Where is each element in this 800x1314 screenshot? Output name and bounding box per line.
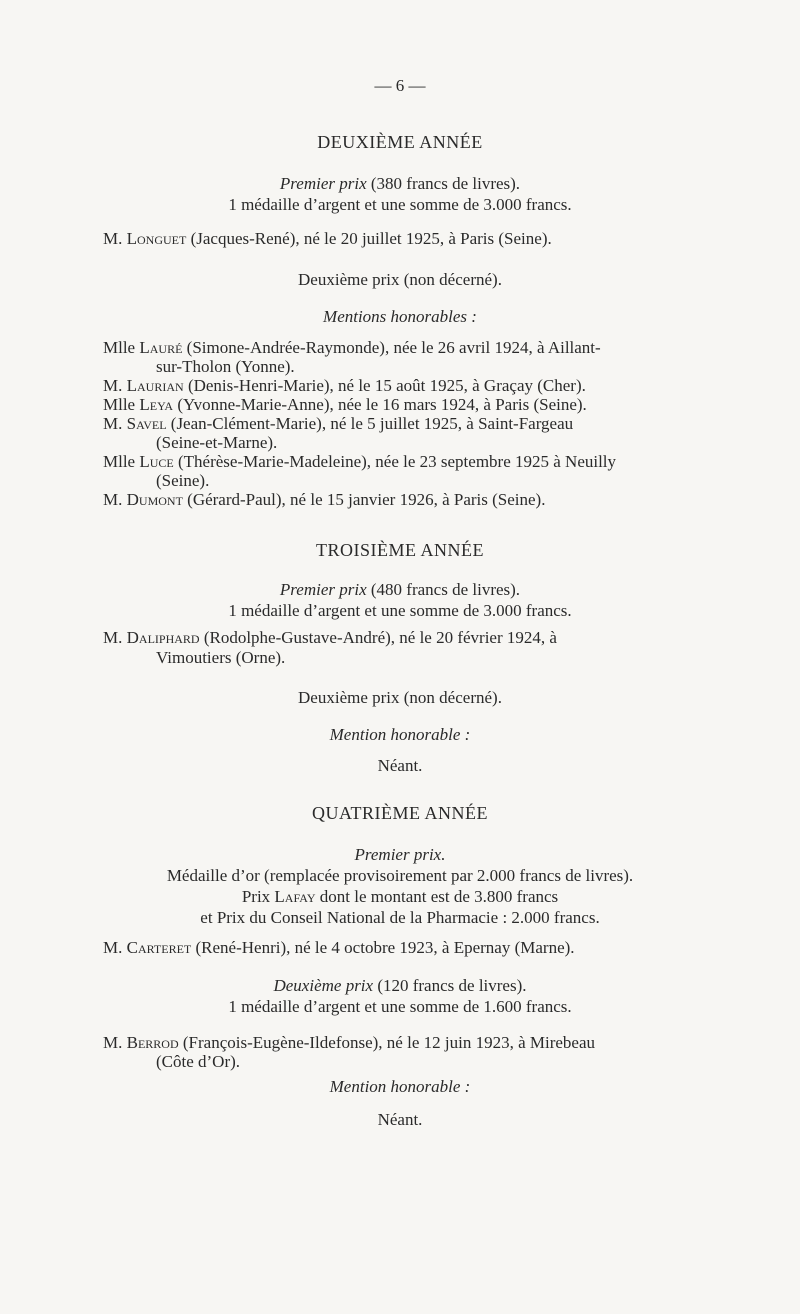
section-heading-troisieme: TROISIÈME ANNÉE: [316, 540, 484, 560]
first-prize-label: Premier prix: [279, 580, 367, 599]
mention-entry: [103, 490, 703, 510]
first-prize-detail: (480 francs de livres).: [366, 580, 521, 599]
first-prize-line: [0, 174, 800, 194]
mention-entry: [103, 452, 703, 472]
mention-name: Savel: [126, 414, 167, 433]
lafay-amount: dont le montant est de 3.800 francs: [315, 887, 559, 906]
mention-details-cont: (Seine).: [156, 471, 210, 490]
mention-title: Mlle: [103, 338, 136, 357]
lafay-prefix: Prix: [241, 887, 275, 906]
first-prize-conseil: et Prix du Conseil National de la Pharmacie : 2.000 francs.: [200, 908, 600, 927]
winner-details-cont: (Côte d’Or).: [156, 1052, 241, 1071]
winner-title: M.: [103, 628, 123, 647]
mention-name: Lauré: [139, 338, 183, 357]
mention-title: Mlle: [103, 395, 136, 414]
mention-details: (Denis-Henri-Marie), né le 15 août 1925, à Graçay (Cher).: [187, 376, 586, 395]
winner-details: (Rodolphe-Gustave-André), né le 20 février 1924, à: [203, 628, 557, 647]
mention-details: (Thérèse-Marie-Madeleine), née le 23 septembre 1925 à Neuilly: [178, 452, 617, 471]
mention-name: Leya: [139, 395, 174, 414]
mention-title: M.: [103, 414, 123, 433]
winner-entry: [103, 628, 703, 648]
second-prize-line: Deuxième prix (non décerné).: [298, 688, 502, 707]
winner-details-cont: Vimoutiers (Orne).: [156, 648, 286, 667]
first-prize-label: Premier prix: [279, 174, 367, 193]
winner-entry: [103, 938, 703, 958]
winner-title: M.: [103, 1033, 123, 1052]
first-prize-medal: Médaille d’or (remplacée provisoirement par 2.000 francs de livres).: [166, 866, 634, 885]
mention-value: Néant.: [377, 1110, 423, 1129]
winner-entry: [103, 1033, 703, 1053]
winner-details: (François-Eugène-Ildefonse), né le 12 juin 1923, à Mirebeau: [182, 1033, 595, 1052]
mention-name: Laurian: [126, 376, 184, 395]
winner-title: M.: [103, 229, 123, 248]
mention-label: Mention honorable :: [329, 725, 471, 744]
second-prize-detail: (120 francs de livres).: [373, 976, 527, 995]
mention-value: Néant.: [377, 756, 423, 775]
mention-details-cont: sur-Tholon (Yonne).: [156, 357, 295, 376]
second-prize-label: Deuxième prix: [273, 976, 374, 995]
second-prize-line: Deuxième prix (non décerné).: [298, 270, 502, 289]
mention-entry: [103, 376, 703, 396]
mention-entry: [103, 414, 703, 434]
mention-title: Mlle: [103, 452, 136, 471]
mention-details-cont: (Seine-et-Marne).: [156, 433, 278, 452]
mention-entry: [103, 338, 703, 358]
first-prize-medal: 1 médaille d’argent et une somme de 3.000 francs.: [228, 195, 572, 214]
winner-name: Carteret: [126, 938, 192, 957]
winner-details: (Jacques-René), né le 20 juillet 1925, à Paris (Seine).: [186, 229, 552, 248]
second-prize-line: [0, 976, 800, 996]
section-heading-deuxieme: DEUXIÈME ANNÉE: [317, 132, 483, 152]
mention-details: (Simone-Andrée-Raymonde), née le 26 avril 1924, à Aillant-: [186, 338, 601, 357]
winner-entry: [103, 229, 703, 249]
first-prize-detail: (380 francs de livres).: [366, 174, 521, 193]
section-heading-quatrieme: QUATRIÈME ANNÉE: [312, 803, 488, 823]
page-number: — 6 —: [374, 76, 426, 95]
mention-name: Dumont: [126, 490, 183, 509]
mention-details: (Gérard-Paul), né le 15 janvier 1926, à Paris (Seine).: [187, 490, 546, 509]
mention-details: (Jean-Clément-Marie), né le 5 juillet 1925, à Saint-Fargeau: [170, 414, 574, 433]
mention-label: Mention honorable :: [329, 1077, 471, 1096]
first-prize-medal: 1 médaille d’argent et une somme de 3.000 francs.: [228, 601, 572, 620]
first-prize-line: [0, 580, 800, 600]
winner-details: (René-Henri), né le 4 octobre 1923, à Epernay (Marne).: [191, 938, 575, 957]
winner-title: M.: [103, 938, 123, 957]
mention-title: M.: [103, 376, 123, 395]
mention-name: Luce: [139, 452, 174, 471]
mention-title: M.: [103, 490, 123, 509]
second-prize-medal: 1 médaille d’argent et une somme de 1.600 francs.: [228, 997, 572, 1016]
lafay-name: Lafay: [274, 887, 316, 906]
mentions-label: Mentions honorables :: [323, 307, 477, 326]
first-prize-lafay: [0, 887, 800, 907]
mention-entry: [103, 395, 703, 415]
winner-name: Daliphard: [126, 628, 200, 647]
mention-details: (Yvonne-Marie-Anne), née le 16 mars 1924, à Paris (Seine).: [177, 395, 587, 414]
winner-name: Berrod: [126, 1033, 179, 1052]
first-prize-label: Premier prix.: [354, 845, 446, 864]
winner-name: Longuet: [126, 229, 187, 248]
